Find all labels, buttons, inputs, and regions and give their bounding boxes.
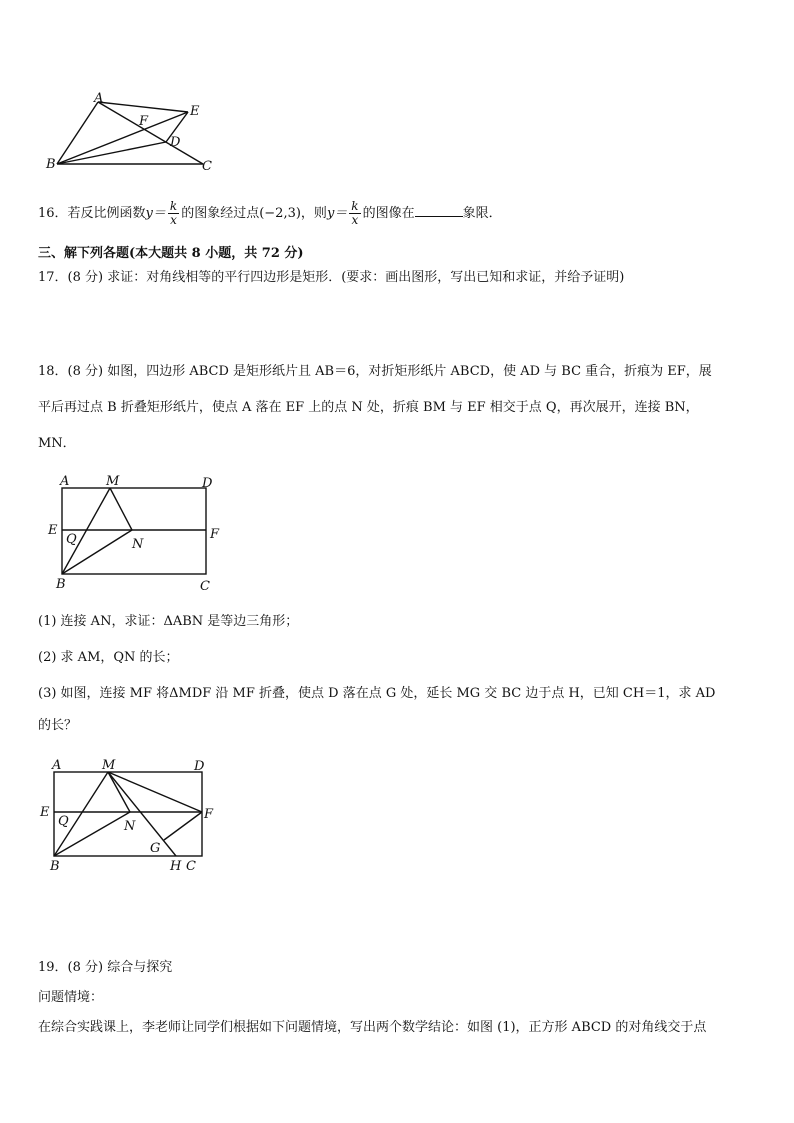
label-F: F — [210, 527, 220, 542]
label-F: F — [139, 114, 149, 129]
question-18-line3: MN． — [38, 436, 76, 451]
label-N: N — [124, 819, 136, 834]
question-18-sub1: (1) 连接 AN，求证：ΔABN 是等边三角形； — [38, 614, 299, 629]
question-18-line2: 平后再过点 B 折叠矩形纸片，使点 A 落在 EF 上的点 N 处，折痕 BM 与 EF 相交于点 Q，再次展开，连接 BN， — [38, 400, 699, 415]
label-M: M — [106, 474, 120, 489]
label-B: B — [46, 157, 56, 172]
question-19-line1: 19．(8 分) 综合与探究 — [38, 960, 173, 975]
answer-blank[interactable] — [415, 204, 463, 217]
label-Q: Q — [58, 814, 69, 829]
fraction-k-over-x: $\frac{k}{x}$ — [169, 199, 178, 227]
label-E: E — [48, 523, 58, 538]
label-C: C — [202, 159, 212, 174]
label-G: G — [150, 841, 161, 856]
question-18-sub2: (2) 求 AM，QN 的长； — [38, 650, 179, 665]
label-D: D — [194, 759, 205, 774]
label-N: N — [132, 537, 144, 552]
question-19-line3: 在综合实践课上，李老师让同学们根据如下问题情境，写出两个数学结论：如图 (1)，正方形 ABCD 的对角线交于点 — [38, 1020, 707, 1035]
question-19-line2: 问题情境： — [38, 990, 104, 1005]
label-C: C — [200, 579, 210, 594]
label-A: A — [52, 758, 62, 773]
question-18-sub3a: (3) 如图，连接 MF 将ΔMDF 沿 MF 折叠，使点 D 落在点 G 处，延长 MG 交 BC 边于点 H，已知 CH＝1，求 AD — [38, 686, 716, 701]
figure-q18-a — [40, 470, 240, 595]
label-E: E — [40, 805, 50, 820]
label-A: A — [60, 474, 70, 489]
question-18-sub3b: 的长？ — [38, 718, 78, 733]
label-C: C — [186, 859, 196, 874]
label-E: E — [190, 104, 200, 119]
label-Q: Q — [66, 532, 77, 547]
figure-q15 — [40, 92, 240, 174]
fraction-k-over-x-2: $\frac{k}{x}$ — [351, 199, 359, 227]
question-16: 16．若反比例函数y＝ $\frac{k}{x}$ 的图象经过点(−2,3)，则y＝ $\frac{k}{x}$ 的图像在 象限． — [38, 199, 502, 227]
label-D: D — [170, 135, 181, 150]
label-B: B — [50, 859, 60, 874]
label-H: H — [170, 859, 182, 874]
question-17: 17．(8 分) 求证：对角线相等的平行四边形是矩形．(要求：画出图形，写出已知和求证，并给予证明) — [38, 270, 625, 285]
label-B: B — [56, 577, 66, 592]
label-A: A — [94, 92, 104, 106]
label-F: F — [204, 807, 214, 822]
label-D: D — [202, 476, 213, 491]
figure-q18-b — [38, 754, 238, 876]
question-18-line1: 18．(8 分) 如图，四边形 ABCD 是矩形纸片且 AB＝6，对折矩形纸片 ABCD，使 AD 与 BC 重合，折痕为 EF，展 — [38, 364, 712, 379]
label-M: M — [102, 758, 116, 773]
section-heading: 三、解下列各题(本大题共 8 小题，共 72 分) — [38, 246, 304, 261]
